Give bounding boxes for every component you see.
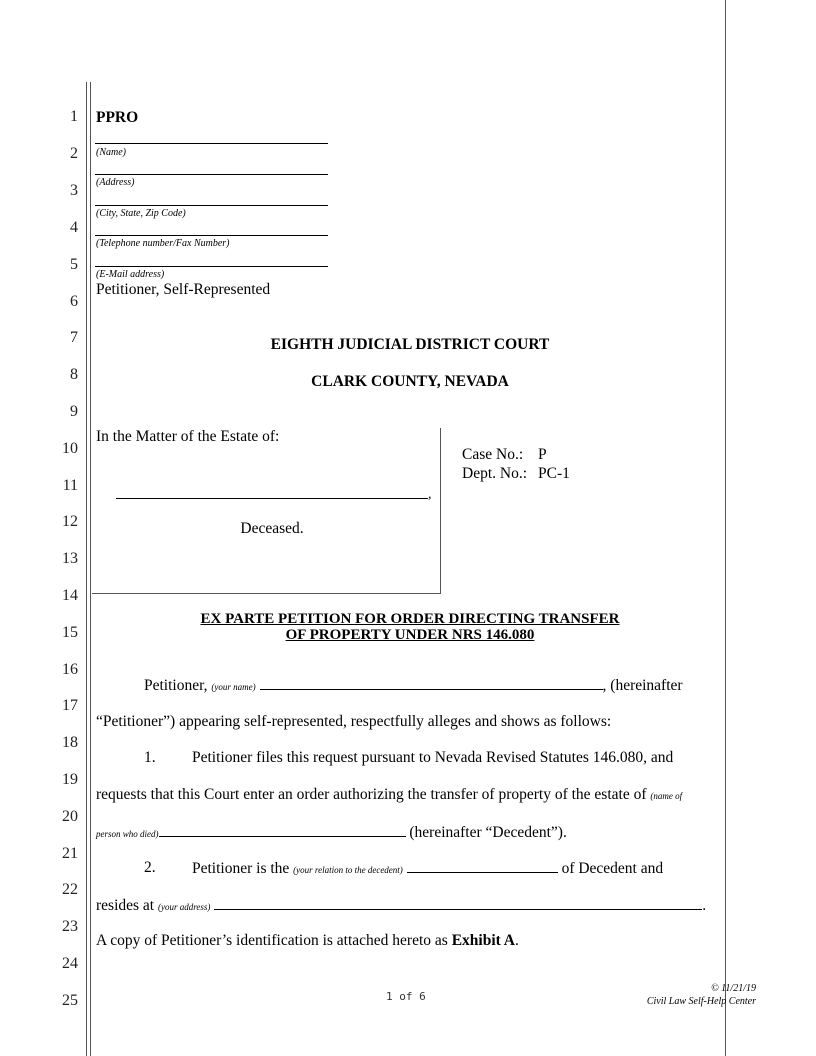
line-number: 11 <box>62 477 78 494</box>
city-line[interactable] <box>95 205 328 206</box>
exhibit-text: A copy of Petitioner’s identification is attached hereto as <box>96 932 448 949</box>
item-1-number: 1. <box>144 749 156 766</box>
line-number: 13 <box>62 550 78 567</box>
paragraph-petitioner-name <box>144 676 683 695</box>
footer-org: Civil Law Self-Help Center <box>646 996 756 1007</box>
line-number: 18 <box>62 734 78 751</box>
of-decedent-text: of Decedent and <box>561 860 664 877</box>
email-label: (E-Mail address) <box>96 269 165 280</box>
line-number: 20 <box>62 808 78 825</box>
line-number: 7 <box>70 329 78 346</box>
line-number: 9 <box>70 403 78 420</box>
address-label: (Address) <box>96 177 135 188</box>
exhibit-a: Exhibit A <box>451 932 516 949</box>
page-number: 1 of 6 <box>386 990 426 1003</box>
petitioner-text: Petitioner, <box>144 677 208 694</box>
court-county: CLARK COUNTY, NEVADA <box>311 373 509 390</box>
matter-heading: In the Matter of the Estate of: <box>96 428 280 445</box>
line-number: 14 <box>62 587 78 604</box>
item-2-text: Petitioner is the <box>192 860 290 877</box>
phone-line[interactable] <box>95 235 328 236</box>
petition-title <box>95 611 725 643</box>
exhibit-line <box>96 932 519 950</box>
case-number-label: Case No.: <box>462 446 524 463</box>
left-margin-line-1 <box>86 82 87 1056</box>
line-number: 4 <box>70 219 78 236</box>
line-number: 16 <box>62 661 78 678</box>
paragraph-petitioner-definition: “Petitioner”) appearing self-represented, respectfully alleges and shows as follows: <box>96 713 612 730</box>
line-number: 3 <box>70 182 78 199</box>
line-number: 8 <box>70 366 78 383</box>
form-code: PPRO <box>96 109 139 126</box>
hereinafter-text: , (hereinafter <box>602 677 683 694</box>
petition-title-line2: OF PROPERTY UNDER NRS 146.080 <box>285 627 535 643</box>
line-number: 23 <box>62 918 78 935</box>
email-line[interactable] <box>95 266 328 267</box>
phone-label: (Telephone number/Fax Number) <box>96 238 230 249</box>
line-number: 5 <box>70 256 78 273</box>
resides-line <box>96 896 706 915</box>
your-name-blank[interactable] <box>260 676 603 690</box>
name-label: (Name) <box>96 147 126 158</box>
case-number-value: P <box>538 446 547 463</box>
right-margin-line <box>725 0 726 1056</box>
caption-box-right-border <box>440 428 441 594</box>
line-number: 15 <box>62 624 78 641</box>
footer-date: © 11/21/19 <box>711 983 756 994</box>
decedent-blank[interactable] <box>159 823 406 837</box>
line-number: 12 <box>62 513 78 530</box>
court-name: EIGHTH JUDICIAL DISTRICT COURT <box>270 336 550 353</box>
item-1-line2 <box>96 786 682 804</box>
city-label: (City, State, Zip Code) <box>96 208 186 219</box>
line-number: 1 <box>70 108 78 125</box>
line-number: 25 <box>62 992 78 1009</box>
resides-period: . <box>702 897 707 914</box>
address-hint: (your address) <box>157 902 211 912</box>
line-number: 10 <box>62 440 78 457</box>
decedent-definition: (hereinafter “Decedent”). <box>409 824 567 841</box>
line-number: 22 <box>62 881 78 898</box>
dept-number-label: Dept. No.: <box>462 465 528 482</box>
item-2-number: 2. <box>144 859 156 876</box>
line-number: 17 <box>62 697 78 714</box>
caption-box-bottom-border <box>92 593 441 594</box>
address-line[interactable] <box>95 174 328 175</box>
item-1-line3 <box>96 823 567 842</box>
exhibit-period: . <box>515 932 519 949</box>
your-name-hint: (your name) <box>211 682 256 692</box>
dept-number-value: PC-1 <box>538 465 570 482</box>
item-2-line1 <box>192 859 663 878</box>
line-number: 21 <box>62 845 78 862</box>
line-number: 24 <box>62 955 78 972</box>
name-of-hint: (name of <box>650 791 683 801</box>
relation-hint: (your relation to the decedent) <box>293 865 403 875</box>
left-margin-line-2 <box>90 82 91 1056</box>
petition-title-line1: EX PARTE PETITION FOR ORDER DIRECTING TRANSFER <box>200 611 620 627</box>
line-number: 6 <box>70 293 78 310</box>
relation-blank[interactable] <box>407 859 558 873</box>
decedent-name-line[interactable] <box>116 498 428 499</box>
person-who-died-hint: person who died) <box>96 829 159 839</box>
line-number: 2 <box>70 145 78 162</box>
name-line[interactable] <box>95 143 328 144</box>
line-number: 19 <box>62 771 78 788</box>
party-designation: Petitioner, Self-Represented <box>96 281 271 298</box>
address-blank[interactable] <box>214 896 702 910</box>
item-1-text: requests that this Court enter an order authorizing the transfer of property of the estate of <box>96 786 647 803</box>
item-1-line1: Petitioner files this request pursuant to Nevada Revised Statutes 146.080, and <box>192 749 674 766</box>
resides-text: resides at <box>96 897 155 914</box>
deceased-label: Deceased. <box>240 520 304 537</box>
decedent-name-comma: , <box>428 487 432 502</box>
